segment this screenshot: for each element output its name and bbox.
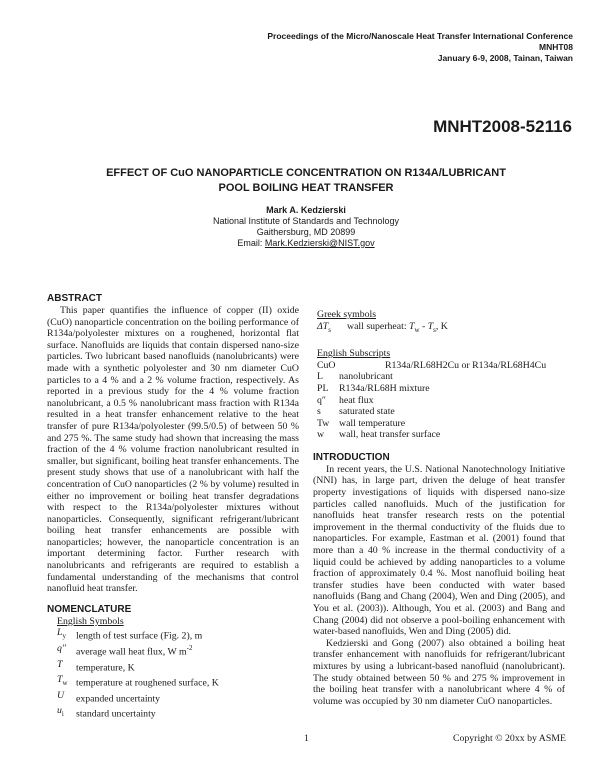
page-body bbox=[47, 293, 566, 721]
symbol: q″ bbox=[57, 642, 66, 654]
symbol-description: saturated state bbox=[339, 406, 395, 418]
greek-symbol-entry bbox=[317, 321, 565, 337]
nomenclature-item bbox=[57, 627, 299, 643]
symbol-description: R134a/RL68H mixture bbox=[339, 382, 430, 394]
greek-symbols-heading: Greek symbols bbox=[317, 309, 377, 320]
nomenclature-item bbox=[57, 674, 299, 690]
symbol-description: standard uncertainty bbox=[76, 708, 156, 720]
left-column bbox=[47, 293, 299, 721]
symbol: $\Delta T_s$ bbox=[317, 320, 331, 334]
english-symbols-heading: English Symbols bbox=[57, 615, 124, 627]
conference-header bbox=[267, 31, 573, 64]
copyright-notice: Copyright © 20xx by ASME bbox=[452, 733, 566, 744]
symbol: L bbox=[317, 371, 323, 383]
symbol: T bbox=[57, 658, 63, 670]
paper-title bbox=[46, 166, 566, 195]
introduction-paragraph-2: Kedzierski and Gong (2007) also obtained a boiling heat transfer enhancement with nanofluids for refrigerant/lubricant mixtures by using a lubricant-based nanofluid (nanolubricant). The study obtained between 50 % and 275 % improvement in the boiling heat transfer with a nanolubricant where 4 % of volume was occupied by 30 nm diameter CuO nanoparticles. bbox=[313, 637, 565, 707]
paper-title-line1: EFFECT OF CuO NANOPARTICLE CONCENTRATION ON R134A/LUBRICANT bbox=[106, 167, 506, 179]
subscript-item bbox=[317, 383, 565, 395]
email-label: Email: bbox=[237, 238, 265, 248]
english-symbols-section bbox=[57, 616, 299, 721]
subscript-item bbox=[317, 395, 565, 407]
author-name: Mark A. Kedzierski bbox=[266, 205, 346, 215]
introduction-paragraph-1: In recent years, the U.S. National Nanotechnology Initiative (NNI) has, in large part, driven the deluge of heat transfer property investigations of liquids with dispersed nano-size particles called nanofluids. Much of the justification for nanofluids heat transfer research rests on the potential improvement in the thermal conductivity of the fluids due to nanoparticles. For example, Eastman et al. (2001) found that more than a 40 % increase in the thermal conductivity of a liquid could be achieved by adding nanoparticles to a volume fraction of approximately 0.4 %. Most nanofluid boiling heat transfer studies have been conducted with water based nanofluids (Bang and Chang (2004), Wen and Ding (2005), and You et al. (2003)). Although, You et al. (2003) and Bang and Chang (2004) did not observe a pool-boiling enhancement with water-based nanofluids, Wen and Ding (2005) did. bbox=[313, 463, 565, 638]
symbol: w bbox=[317, 429, 325, 441]
paper-number: MNHT2008-52116 bbox=[433, 117, 572, 136]
conference-header-line2: MNHT08 bbox=[538, 42, 573, 52]
nomenclature-item bbox=[57, 659, 299, 675]
author-address: Gaithersburg, MD 20899 bbox=[256, 227, 356, 237]
conference-header-line3: January 6-9, 2008, Tainan, Taiwan bbox=[437, 53, 573, 63]
paper-title-line2: POOL BOILING HEAT TRANSFER bbox=[218, 181, 394, 194]
english-subscripts-section bbox=[317, 348, 565, 441]
symbol-description: wall, heat transfer surface bbox=[339, 429, 441, 441]
author-block bbox=[0, 205, 612, 249]
subscript-item bbox=[317, 371, 565, 383]
right-column bbox=[313, 293, 565, 721]
symbol-description: temperature, K bbox=[76, 661, 135, 673]
nomenclature-item bbox=[57, 690, 299, 706]
symbol-description: nanolubricant bbox=[339, 371, 393, 383]
author-email-line bbox=[0, 238, 612, 249]
symbol-description: length of test surface (Fig. 2), m bbox=[76, 630, 203, 642]
nomenclature-heading: NOMENCLATURE bbox=[47, 603, 132, 615]
symbol-description: heat flux bbox=[339, 394, 374, 406]
greek-symbols-section bbox=[317, 309, 565, 336]
subscript-item bbox=[317, 406, 565, 418]
symbol-description: wall superheat: $T_w - T_s$, K bbox=[347, 320, 448, 334]
subscript-item bbox=[317, 418, 565, 430]
author-affiliation: National Institute of Standards and Technology bbox=[213, 216, 399, 226]
nomenclature-item bbox=[57, 705, 299, 721]
subscript-item bbox=[317, 360, 565, 372]
symbol-description: temperature at roughened surface, K bbox=[76, 677, 219, 689]
english-subscripts-heading: English Subscripts bbox=[317, 348, 391, 360]
symbol: s bbox=[317, 406, 321, 418]
symbol: q″ bbox=[317, 394, 326, 406]
subscript-item bbox=[317, 429, 565, 441]
symbol: $u_i$ bbox=[57, 705, 64, 719]
symbol-description: R134a/RL68H2Cu or R134a/RL68H4Cu bbox=[385, 359, 547, 371]
introduction-heading: INTRODUCTION bbox=[313, 451, 390, 463]
nomenclature-item bbox=[57, 643, 299, 659]
symbol-description: wall temperature bbox=[339, 417, 406, 429]
conference-header-line1: Proceedings of the Micro/Nanoscale Heat Transfer International Conference bbox=[267, 31, 573, 41]
symbol-description: average wall heat flux, W $m^{-2}$ bbox=[76, 643, 193, 658]
symbol: Tw bbox=[317, 417, 330, 429]
symbol-description: expanded uncertainty bbox=[76, 692, 161, 704]
symbol: CuO bbox=[317, 359, 336, 371]
abstract-heading: ABSTRACT bbox=[47, 293, 102, 304]
abstract-text: This paper quantifies the influence of copper (II) oxide (CuO) nanoparticle concentration on the boiling performance of R134a/polyolester mixtures on a roughened, horizontal flat surface. Nanofluids are liquids that contain dispersed nano-size particles. Two lubricant based nanofluids (nanolubricants) were made with a synthetic polyolester and 30 nm diameter CuO particles to a 4 % and a 2 % volume fraction, respectively. As reported in a previous study for the 4 % volume fraction nanolubricant, a 0.5 % nanolubricant mass fraction with R134a resulted in a heat transfer enhancement relative to the heat transfer of pure R134a/polyolester (99.5/0.5) of between 50 % and 275 %. The same study had shown that increasing the mass fraction of the 4 % volume fraction nanolubricant resulted in smaller, but significant, boiling heat transfer enhancements. The present study shows that use of a nanolubricant with half the concentration of CuO nanoparticles (2 % by volume) resulted in either no improvement or boiling heat transfer degradations with respect to the R134a/polyolester mixtures without nanoparticles. Consequently, significant refrigerant/lubricant boiling heat transfer enhancements are possible with nanoparticles; however, the nanoparticle concentration is an important determining factor. Further research with nanolubricants and refrigerants are required to establish a fundamental understanding of the mechanisms that control nanofluid heat transfer. bbox=[47, 305, 299, 595]
symbol: $L_y$ bbox=[57, 627, 66, 641]
symbol: PL bbox=[317, 382, 329, 394]
symbol: $T_w$ bbox=[57, 674, 68, 688]
page-number: 1 bbox=[304, 733, 309, 744]
email-link[interactable]: Mark.Kedzierski@NIST.gov bbox=[264, 238, 375, 248]
symbol: U bbox=[57, 689, 65, 701]
